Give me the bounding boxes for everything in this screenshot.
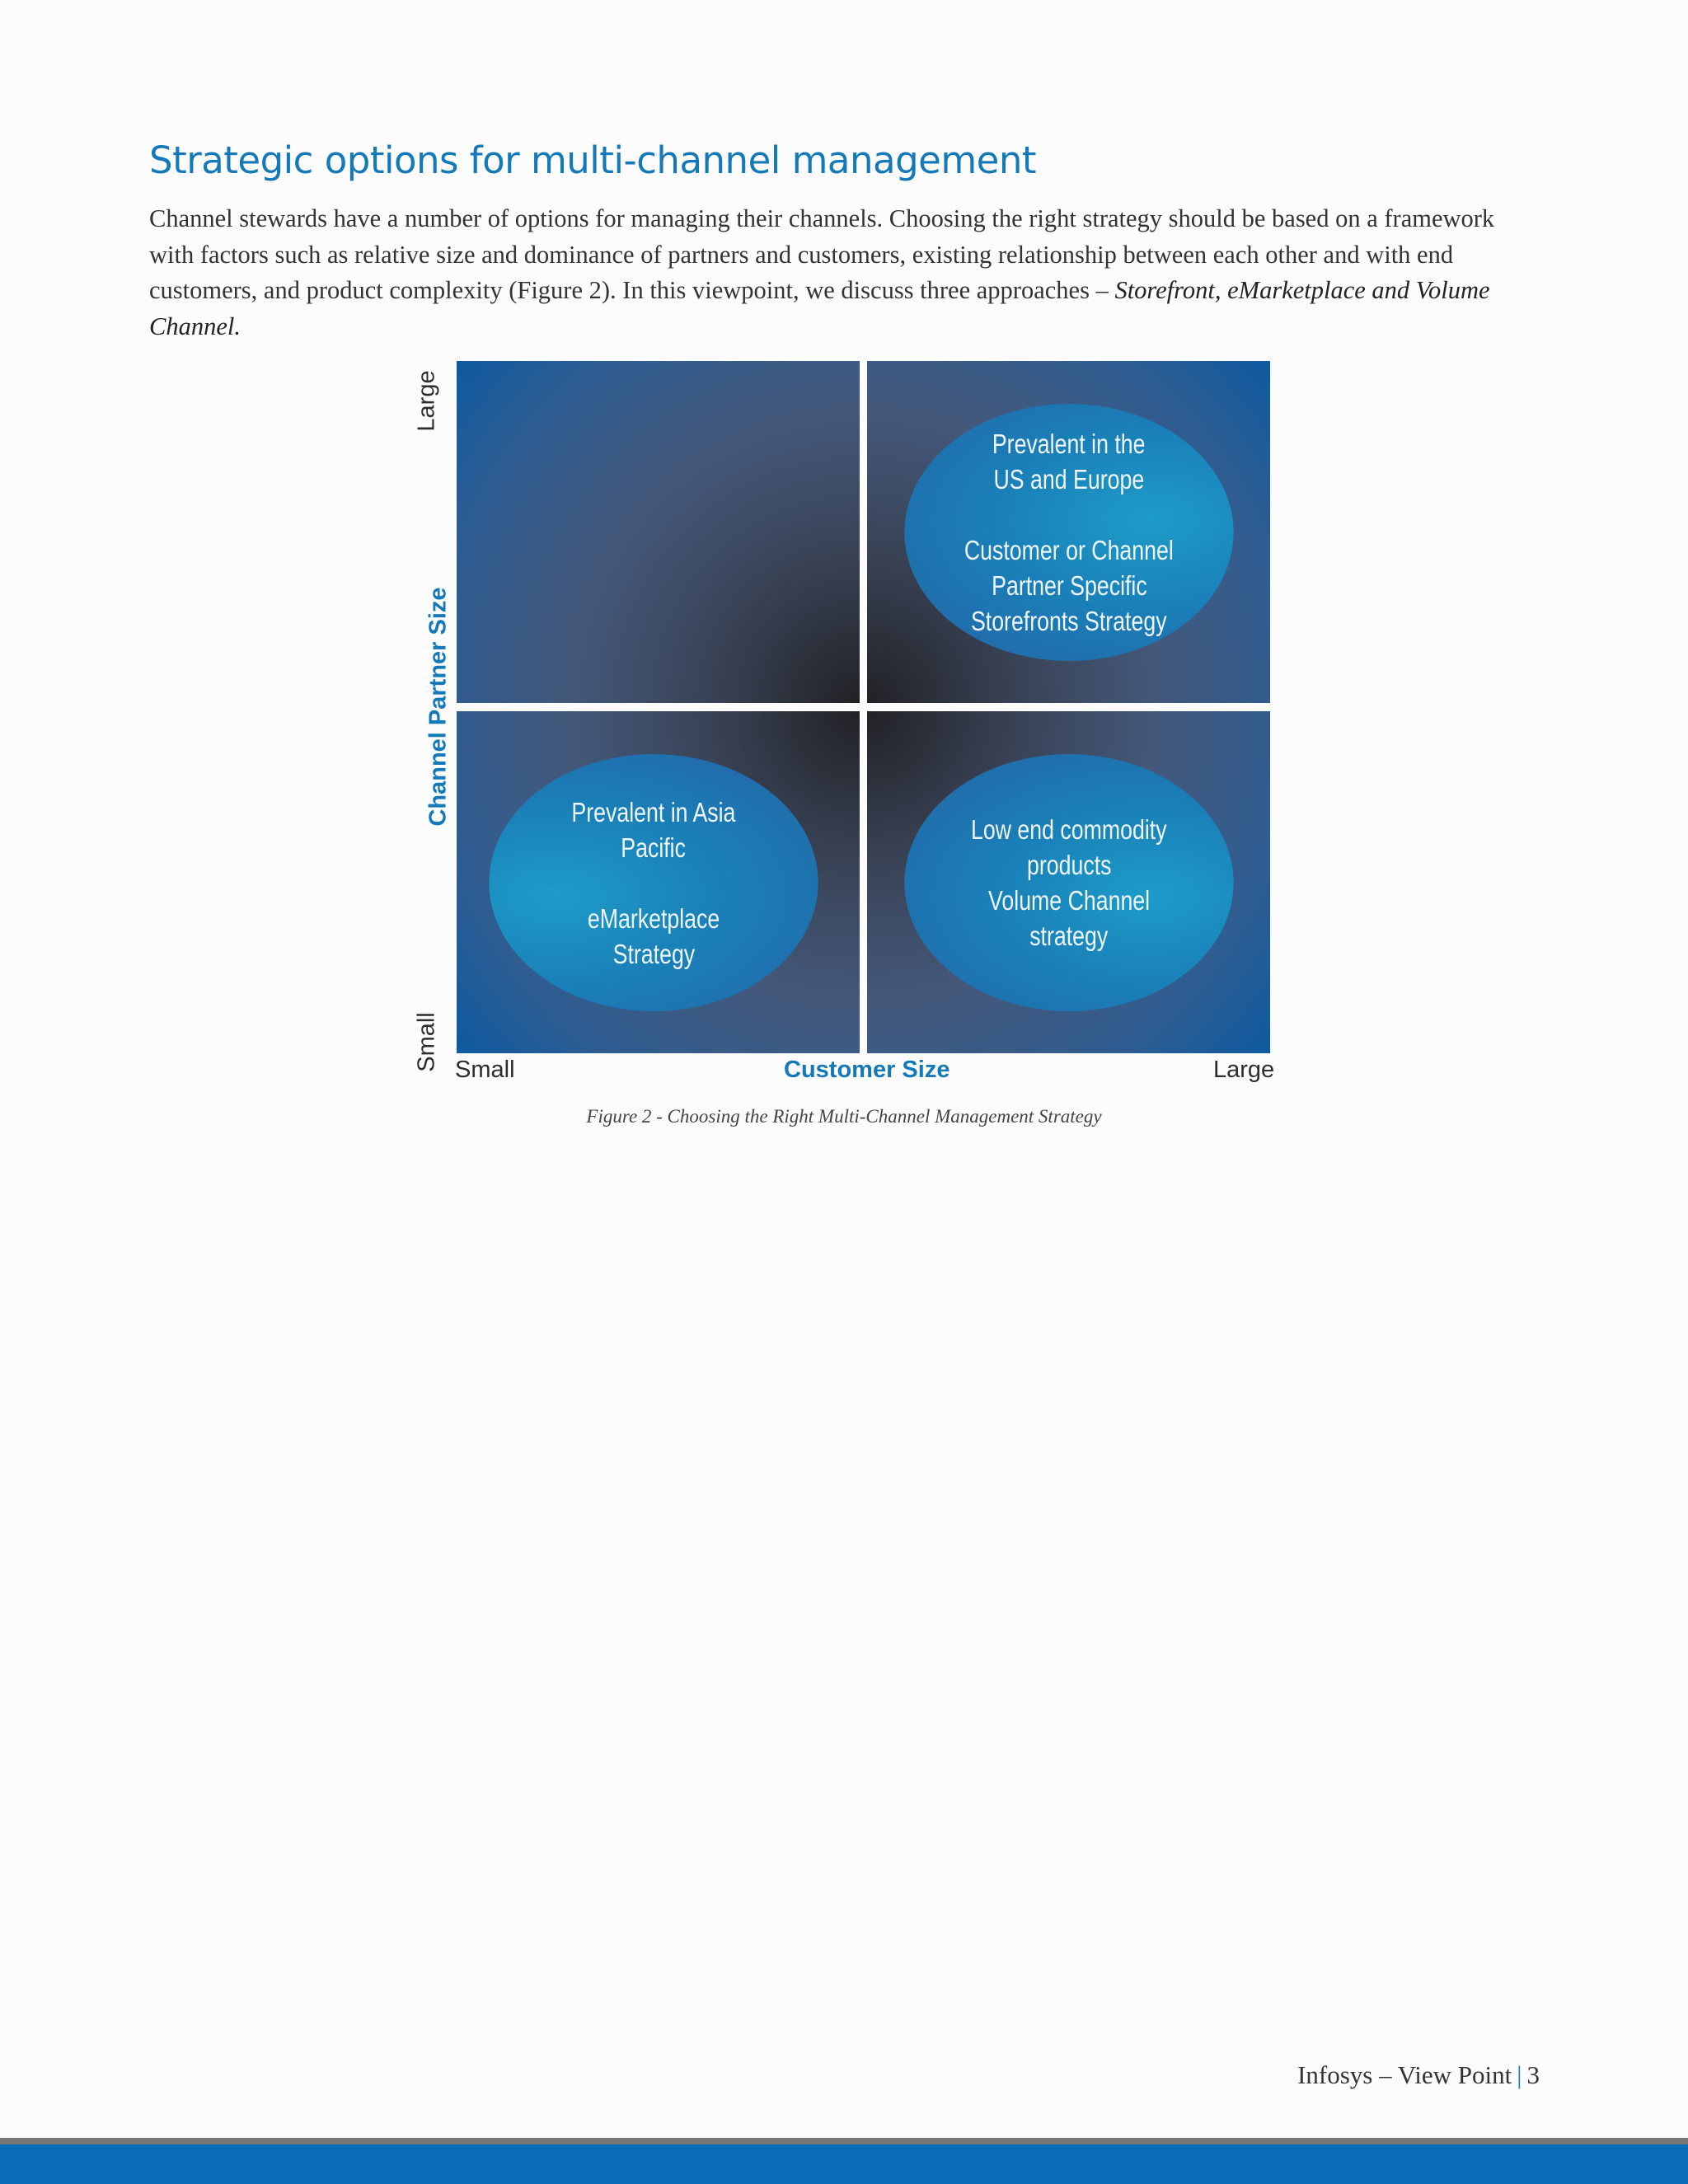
y-axis-title: Channel Partner Size (424, 587, 452, 827)
quadrant-top-left (457, 361, 860, 703)
footer-label: Infosys – View Point (1297, 2060, 1512, 2089)
figure-caption: Figure 2 - Choosing the Right Multi-Channel Management Strategy (586, 1106, 1102, 1127)
ellipse-text: strategy (1029, 921, 1109, 951)
ellipse-text: Pacific (621, 832, 687, 863)
ellipse-text: Strategy (612, 938, 695, 969)
x-axis-low-label: Small (455, 1057, 515, 1083)
footer-separator: | (1517, 2060, 1522, 2089)
page-footer (1297, 2060, 1540, 2090)
intro-emphasis: Storefront, eMarketplace and Volume Channel. (149, 276, 1490, 340)
ellipse-text: Partner Specific (991, 570, 1147, 601)
ellipse-text: US and Europe (993, 464, 1145, 494)
volume-channel-strategy-ellipse (904, 754, 1233, 1011)
page-number: 3 (1526, 2060, 1540, 2089)
ellipse-text: Customer or Channel (964, 535, 1174, 565)
emarketplace-strategy-ellipse (489, 754, 818, 1011)
ellipse-text: Volume Channel (987, 885, 1151, 916)
ellipse-text: products (1026, 850, 1112, 880)
x-axis-title: Customer Size (784, 1057, 950, 1083)
ellipse-text: Storefronts Strategy (971, 606, 1167, 636)
ellipse-text: Prevalent in Asia (571, 796, 736, 827)
intro-paragraph (149, 201, 1501, 344)
storefront-strategy-ellipse (904, 404, 1233, 661)
footer-rule (0, 2138, 1688, 2144)
footer-bar (0, 2144, 1688, 2184)
section-heading: Strategic options for multi-channel management (149, 138, 1037, 182)
x-axis-high-label: Large (1213, 1057, 1275, 1083)
ellipse-text: eMarketplace (587, 902, 720, 934)
y-axis-high-label: Large (413, 370, 440, 432)
y-axis-low-label: Small (413, 1012, 440, 1072)
ellipse-text: Prevalent in the (992, 429, 1146, 459)
intro-text: Channel stewards have a number of options for managing their channels. Choosing the right strategy should be based on a framework with factors such as relative size and dominance of partners and customers, existing relationship between each other and with end customers, and product complexity (Figure 2). In this viewpoint, we discuss three approaches – (149, 204, 1495, 304)
strategy-matrix-figure (412, 354, 1286, 1146)
ellipse-text: Low end commodity (971, 814, 1167, 845)
